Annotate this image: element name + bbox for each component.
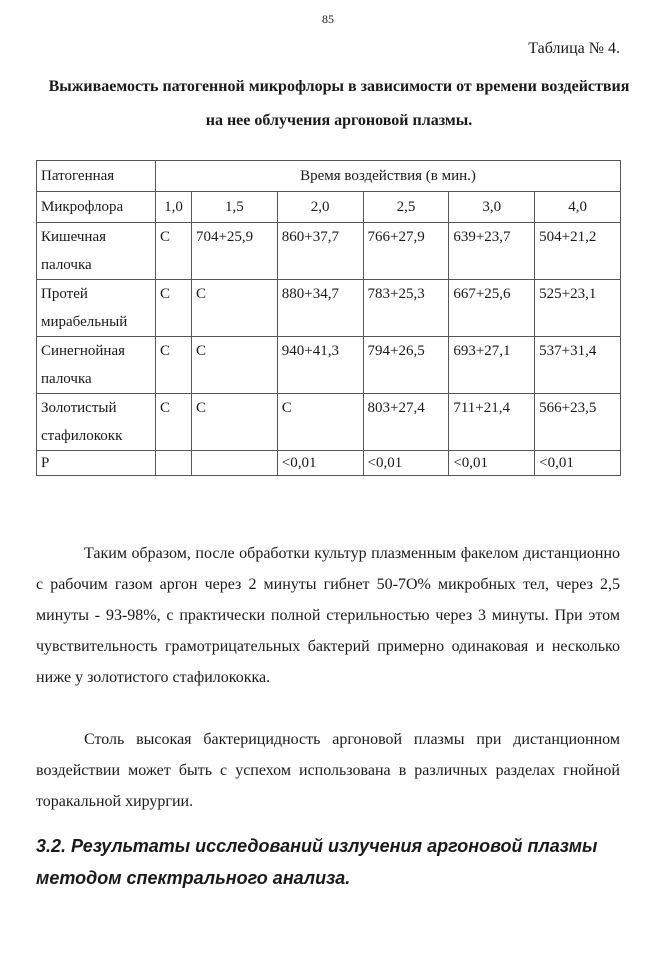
paragraph-application: Столь высокая бактерицидность аргоновой плазмы при дистанционном воздействии может быть с успехом использована в различных разделах гнойной торакальной хирургии. [36,731,620,810]
section-heading: 3.2. Результаты исследований излучения аргоновой плазмы методом спектрального анализа. [36,836,598,888]
p-value-row [37,451,621,476]
table-cell: 711+21,4 [449,394,535,451]
table-row [37,337,621,394]
table-row [37,223,621,280]
table-cell: 940+41,3 [277,337,363,394]
row-label: Кишечная палочка [37,223,156,280]
table-cell: С [156,280,192,337]
table-header-row [37,161,621,192]
page-number: 85 [322,12,334,26]
table-cell: 693+27,1 [449,337,535,394]
table-cell: 803+27,4 [363,394,449,451]
table-cell: 794+26,5 [363,337,449,394]
table-cell: 667+25,6 [449,280,535,337]
table-cell [156,451,192,476]
survival-table [36,160,621,476]
table-cell: <0,01 [363,451,449,476]
header-microflora: Микрофлора [37,192,156,223]
table-title: Выживаемость патогенной микрофлоры в зависимости от времени воздействия на нее облучения аргоновой плазмы. [48,78,630,129]
table-cell: <0,01 [535,451,621,476]
header-time: 1,5 [191,192,277,223]
table-cell: С [191,337,277,394]
table-cell: С [191,394,277,451]
table-cell: С [277,394,363,451]
header-pathogen: Патогенная [37,161,156,192]
row-label: Синегнойная палочка [37,337,156,394]
header-time: 1,0 [156,192,192,223]
table-cell: 639+23,7 [449,223,535,280]
table-cell: 504+21,2 [535,223,621,280]
table-cell: С [191,280,277,337]
row-label: Протей мирабельный [37,280,156,337]
table-cell [191,451,277,476]
header-time: 2,0 [277,192,363,223]
header-time: 3,0 [449,192,535,223]
table-subheader-row [37,192,621,223]
table-row [37,394,621,451]
header-time: 4,0 [535,192,621,223]
table-cell: 783+25,3 [363,280,449,337]
paragraph-conclusion: Таким образом, после обработки культур плазменным факелом дистанционно с рабочим газом аргон через 2 минуты гибнет 50-7О% микробных тел, через 2,5 минуты - 93-98%, с практически полной стерильностью через 3 минуты. При этом чувствительность грамотрицательных бактерий примерно одинаковая и несколько ниже у золотистого стафилококка. [36,545,620,686]
table-cell: 704+25,9 [191,223,277,280]
table-cell: 860+37,7 [277,223,363,280]
header-time: 2,5 [363,192,449,223]
table-label: Таблица № 4. [528,40,620,57]
row-label: Золотистый стафилококк [37,394,156,451]
table-cell: 766+27,9 [363,223,449,280]
table-cell: <0,01 [277,451,363,476]
table-cell: С [156,337,192,394]
table-cell: 880+34,7 [277,280,363,337]
table-cell: <0,01 [449,451,535,476]
table-cell: 525+23,1 [535,280,621,337]
row-label: Р [37,451,156,476]
table-cell: 537+31,4 [535,337,621,394]
table-row [37,280,621,337]
table-cell: С [156,394,192,451]
header-time-group: Время воздействия (в мин.) [156,161,621,192]
table-cell: 566+23,5 [535,394,621,451]
table-cell: С [156,223,192,280]
